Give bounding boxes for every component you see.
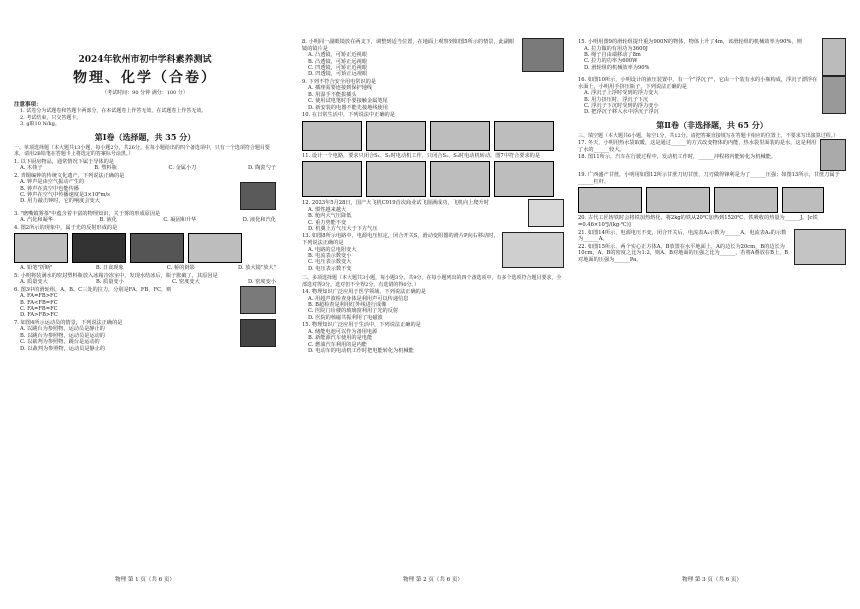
section-instructions: 一、单项选择题（本大题共13小题，每小题2分，共26分。在每小题给出的四个备选项中，只有一个选项符合题目要求，请用2B铅笔在答题卡上将选定的答案标号涂黑。） [14, 144, 270, 158]
question-16: 16. 如图10所示，小明设计的液压装置中，有一个"浮沉子"，它由一个装有水的小瓶构成，浮沉子漂浮在水面上，小明用手挤压瓶子，下列说法正确的是 [578, 77, 818, 90]
exam-page-2 [302, 38, 564, 583]
option: D. FA>FB>FC [20, 312, 58, 319]
notes-heading: 注意事项： [14, 102, 42, 108]
sheet-title: 2024年钦州市初中学科素养测试 [78, 55, 212, 65]
question-12: 12. 2023年5月28日，国产大飞机C919首次商业试飞圆满成功，飞机向上爬升时 [302, 200, 489, 207]
ruler-figure [714, 187, 778, 213]
option: C. 凹透镜，可矫正近视眼 [308, 65, 367, 71]
question-14: 14. 物理知识广泛应用于医学领域，下列说法正确的是 [302, 289, 427, 296]
question-8: 8. 小明同一副眼镜放在两支下，调整到适当位置，在地面上观察到如图5所示的情景，此副眼镜的镜片是 [302, 39, 515, 52]
note-item: 1. 试卷分为试题卷和答题卡两部分，在本试题卷上作答无效，在试题卷上作答无效。 [20, 108, 207, 114]
question-17: 17. 冬天，小明用热水袋取暖，这是通过______的方式改变物体的内能，热水袋里面装的是水，这是利用了水的______较大。 [578, 140, 817, 153]
exam-meta: （考试时间：90 分钟 满分：100 分） [102, 90, 188, 96]
option: A. 插座需要连接到保护地线 [308, 85, 373, 92]
option: B. 质量变小 [95, 279, 124, 286]
pencil-figure [14, 233, 68, 263]
option: A. 储能电池可以作为备用电源 [308, 328, 378, 335]
option: C. 浮沉子下沉时受到的浮力变小 [584, 103, 659, 109]
pot-figure [782, 187, 824, 213]
option: D. 机翼上方气压大于下方气压 [308, 226, 378, 233]
option: B. 钟声在真空中也能传播 [20, 185, 79, 192]
engine-figure [820, 139, 846, 171]
option: B. 液化 [99, 217, 117, 224]
option: C. 以裁判为参照物，跳台是运动的 [20, 339, 100, 346]
circuit-diagram [302, 161, 362, 197]
option: B. 绳子自由端移动了8m [584, 52, 641, 58]
option: A. FA=FB>FC [20, 293, 58, 300]
option: A. 木筷子 [20, 165, 43, 172]
diver-figure [822, 76, 846, 114]
option: A. 以跳台为参照物，运动员是静止的 [20, 326, 105, 333]
question-block [578, 139, 846, 171]
option: C. 钟声在空气中传播速度是3×10⁸m/s [20, 192, 110, 198]
question-6: 6. 图3中的滑轮组，A、B、C三处的拉力，分别是FA、FB、FC，则 [14, 286, 172, 293]
question-22: 22. 如图15所示，两个实心正方体A、B放置在水平地面上，A的边长为20cm，B的边长为10cm，A、B的密度之比为1:2，则A、B对地面的压强之比为______，若将A叠放在B上，B对地面的压强为______Pa。 [578, 243, 789, 263]
section-heading: 第Ⅱ卷（非选择题，共 65 分） [656, 119, 768, 130]
note-item: 3. g取10 N/kg。 [20, 121, 60, 128]
option: D. 电压表示数不变 [308, 265, 352, 272]
question-15: 15. 物理知识广泛应用于生活中，下列说法正确的是 [302, 322, 421, 329]
option: C. 桥的倒影 [166, 265, 195, 272]
option: A. 用超声波检查身体是利用声可以传递信息 [308, 295, 409, 302]
option: C. 拉力的功率为600W [584, 58, 638, 65]
figure-row [578, 187, 846, 213]
option: A. 铅笔"折断" [20, 265, 53, 272]
option: C. 使用试电笔时手要接触金属笔尾 [308, 98, 388, 105]
eclipse-figure [72, 233, 126, 263]
option: C. 燃油汽车利用的是内能 [308, 341, 367, 348]
question-block [14, 319, 276, 352]
option: C. 金属小刀 [168, 165, 197, 172]
circuit-diagram [366, 161, 426, 197]
exam-page-3 [578, 38, 846, 583]
question-block [578, 38, 846, 76]
note-item: 2. 考试结束，只交答题卡。 [20, 114, 82, 121]
question-block [302, 38, 564, 78]
option: B. B超检查是利用红外线进行成像 [308, 302, 387, 309]
option: B. FA<FB=FC [20, 299, 58, 306]
option: D. 把浮沉子移入水中浮沉子浮沉 [584, 109, 659, 116]
option: C. 电压表示数变大 [308, 259, 352, 266]
circuit-figure [430, 121, 490, 151]
question-block [302, 232, 564, 272]
option: D. 医院的核磁共振利用了电磁波 [308, 314, 383, 321]
question-13: 13. 如图8所示电路中，电源电压恒定，闭合开关S，滑动变阻器的滑片P向右移动时，下列说法正确的是 [302, 233, 499, 247]
question-5: 5. 小明将装满水的密封塑料瓶放入冰箱冷冻室中，发现水结冰后，瓶子胀破了，其原因是 [14, 272, 218, 279]
option: A. 质量变大 [20, 279, 48, 286]
knife-figure [578, 187, 642, 213]
bridge-figure [130, 233, 184, 263]
circuit-figure [494, 121, 554, 151]
option: C. 重力势能不变 [308, 219, 347, 226]
exam-page-1 [14, 38, 276, 583]
section-heading: 第Ⅰ卷（选择题，共 35 分） [94, 131, 196, 142]
option: D. 液化和汽化 [242, 217, 276, 224]
question-block [14, 286, 276, 319]
option: C. 医院门诊楼的玻璃窗利用了光的反射 [308, 308, 399, 315]
option: A. 电路的总电阻变大 [308, 246, 357, 253]
question-block [578, 76, 846, 116]
option: C. 凝固和升华 [163, 217, 197, 224]
option: B. 用力挤压时，浮沉子下沉 [584, 96, 649, 103]
option: B. 以跳台为参照物，运动员是运动的 [20, 332, 105, 339]
options-row [14, 265, 276, 271]
figure-row [302, 161, 564, 197]
question-block [578, 229, 846, 265]
question-21: 21. 如图14所示，电源电压不变，闭合开关后，电流表A₁示数为______A，电流表A₂的示数为______A。 [578, 229, 787, 243]
option: A. 凸透镜，可矫正近视眼 [308, 52, 367, 59]
section-instructions: 二、多项选择题（本大题共3小题，每小题3分，共9分。在每小题列出的四个备选项中，有多个选项符合题目要求，全部选对得3分，选对但不全得2分，有选错的得0分。） [302, 275, 562, 288]
option: A. 惯性越来越大 [308, 206, 347, 213]
question-20: 20. 古代工匠铸铁时会将铁加热熔化，将2kg的铁从20℃加热到1520℃，铁吸收的热量为______J。[c铁=0.46×10³J/(kg·℃)] [578, 215, 818, 228]
circuit-diagram [494, 161, 554, 197]
magnifier-figure [188, 233, 242, 263]
option: B. 新能源汽车使用的是电能 [308, 335, 373, 342]
option: D. 用力敲击钟时，它的响度会变大 [20, 198, 100, 205]
airplane-figure [528, 199, 564, 227]
figure-row [302, 121, 564, 151]
section-instructions: 三、填空题（本大题共6小题，每空1分，共12分。请把答案直接填写在答题卡相应的位置上，不要求写出演算过程。） [578, 132, 839, 139]
option: D. 滑轮组的机械效率为90% [584, 64, 650, 71]
question-11: 11. 设计一个电路，要求只闭合S₁、S₂时电动机工作，只闭合S₁、S₃时电动机转动，图7中符合要求的是 [302, 152, 541, 159]
option: B. 用湿手不能拔插头 [308, 91, 357, 98]
page-footer: 物理 第 3 页（共 6 页） [682, 577, 742, 583]
option: A. 浮沉子上浮时受到的浮力变大 [584, 90, 659, 97]
circuit-diagram [430, 161, 490, 197]
page-footer: 物理 第 1 页（共 6 页） [115, 577, 175, 583]
question-9: 9. 下列不符合安全用电常识的是 [302, 78, 377, 85]
option: C. 密度变大 [171, 279, 200, 286]
option: D. 新安装的电器不能先接地线使用 [308, 104, 388, 111]
option: D. 凹透镜，可矫正远视眼 [308, 71, 368, 78]
athlete-figure [240, 319, 276, 347]
lever-figure [646, 187, 710, 213]
pulley-figure [822, 38, 846, 76]
blocks-figure [794, 229, 846, 265]
question-7: 7. 如图4所示运动员的情景，下列说法正确的是 [14, 319, 123, 326]
option: D. 陶瓷勺子 [247, 165, 276, 172]
options-row [14, 217, 276, 223]
question-4: 4. 图2所示的现象中，属于光的反射形成的是 [14, 224, 118, 231]
circuit-figure [302, 121, 362, 151]
question-19: 19. 广西盛产甘蔗，小明用如图12所示甘蔗刀切甘蔗，刀刃做得锋利是为了______压强；如图13所示，甘蔗刀属于______杠杆。 [578, 172, 840, 185]
page-footer: 物理 第 2 页（共 6 页） [403, 577, 463, 583]
option: B. 塑料瓶 [94, 165, 117, 172]
option: B. 电流表示数变小 [308, 253, 352, 260]
option: C. FA=FB=FC [20, 306, 58, 312]
option: D. 电动车的电动机工作时把电能转化为机械能 [308, 348, 414, 355]
question-18: 18. 图11所示，汽车在行驶过程中，发动机工作时，______冲程将内能转化为机械能。 [578, 154, 777, 161]
circuit-graph-figure [502, 232, 564, 268]
glasses-figure [522, 38, 564, 72]
circuit-figure [366, 121, 426, 151]
option: A. 钟声是由空气振动产生的 [20, 179, 85, 186]
question-3: 3. "磨嘴镇雾茶"中蕴含着丰富的物理知识，关于雾的形成原因是 [14, 210, 161, 217]
question-15: 15. 小明用图9的滑轮组提升重为900N的物体，物体上升了4m，该滑轮组的机械效率为90%，则 [578, 39, 802, 45]
question-block [302, 199, 564, 232]
figure-row [14, 233, 276, 263]
bell-figure [240, 182, 276, 210]
question-block [14, 172, 276, 210]
option: D. 放大镜"放大" [238, 265, 276, 272]
question-10: 10. 在日常生活中，下列说法中正确的是 [302, 112, 395, 119]
option: B. 凸透镜，可矫正远视眼 [308, 58, 367, 65]
option: A. 汽化和凝华 [20, 217, 53, 224]
question-1: 1. 以下厨房物品，通常情况下属于导体的是 [14, 158, 114, 165]
option: A. 拉力做的有用功为3600J [584, 45, 648, 52]
option: D. 密度变小 [247, 279, 276, 286]
option: D. 以裁判为参照物，运动员是静止的 [20, 345, 106, 352]
pulley-figure [240, 286, 276, 314]
option: B. 日食现象 [95, 265, 124, 272]
option: B. 舱内大气压降低 [308, 213, 352, 220]
subject-title: 物理、化学（合卷） [73, 70, 217, 86]
question-2: 2. 青铜编钟的传统文化遗产，下列说法正确的是 [14, 172, 125, 179]
